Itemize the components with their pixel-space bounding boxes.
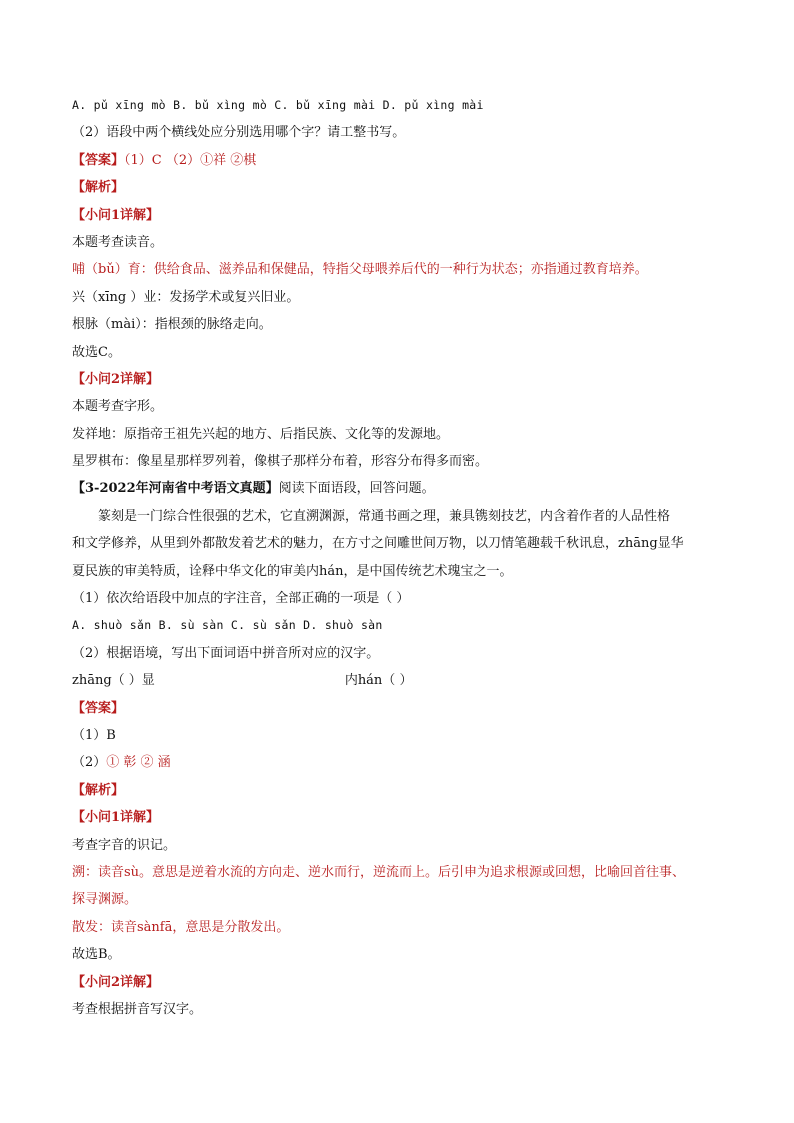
question-2: （2）根据语境，写出下面词语中拼音所对应的汉字。 bbox=[72, 645, 380, 661]
analysis-label: 【解析】 bbox=[72, 180, 125, 196]
analysis-text: 兴（xīng ）业：发扬学术或复兴旧业。 bbox=[72, 289, 300, 305]
analysis-text: 故选B。 bbox=[72, 947, 121, 963]
subquestion-2-label: 【小问2详解】 bbox=[72, 371, 160, 387]
question-source: 【3-2022年河南省中考语文真题】 bbox=[72, 481, 279, 497]
analysis-text: 考查根据拼音写汉字。 bbox=[72, 1001, 203, 1017]
blank-2: 内hán（ ） bbox=[344, 673, 413, 689]
subquestion-1-label: 【小问1详解】 bbox=[72, 207, 160, 223]
passage-line: 篆刻是一门综合性很强的艺术，它直溯渊源，常通书画之理，兼具镌刻技艺，内含着作者的人品性格 bbox=[98, 508, 671, 524]
answer-part-value: ① 彰 ② 涵 bbox=[106, 755, 171, 771]
question-prompt: 阅读下面语段，回答问题。 bbox=[278, 481, 435, 497]
answer-text bbox=[72, 749, 732, 776]
analysis-text: 本题考查读音。 bbox=[72, 234, 164, 250]
document-page bbox=[72, 92, 732, 1023]
blank-1: zhāng（ ）显 bbox=[72, 673, 155, 689]
answer-text: （1）C （2）①祥 ②棋 bbox=[124, 152, 257, 168]
answer-text: （1）B bbox=[72, 727, 116, 743]
options-line: A. pǔ xīng mò B. bǔ xìng mò C. bǔ xīng mài D. pǔ xìng mài bbox=[72, 98, 484, 112]
question-2: （2）语段中两个横线处应分别选用哪个字？请工整书写。 bbox=[72, 125, 406, 141]
answer-label: 【答案】 bbox=[72, 700, 125, 716]
answer-part-label: （2） bbox=[72, 755, 107, 771]
analysis-text: 哺（bǔ）育：供给食品、滋养品和保健品，特指父母喂养后代的一种行为状态；亦指通过教育培养。 bbox=[72, 262, 648, 278]
answer-line bbox=[72, 147, 732, 174]
analysis-text: 发祥地：原指帝王祖先兴起的地方、后指民族、文化等的发源地。 bbox=[72, 426, 450, 442]
analysis-text: 故选C。 bbox=[72, 344, 121, 360]
passage-line: 夏民族的审美特质，诠释中华文化的审美内hán，是中国传统艺术瑰宝之一。 bbox=[72, 563, 513, 579]
question-1: （1）依次给语段中加点的字注音，全部正确的一项是（ ） bbox=[72, 591, 410, 607]
analysis-text: 散发：读音sànfā，意思是分散发出。 bbox=[72, 919, 290, 935]
analysis-text: 根脉（mài）：指根颈的脉络走向。 bbox=[72, 317, 272, 333]
answer-label: 【答案】 bbox=[72, 152, 125, 168]
subquestion-1-label: 【小问1详解】 bbox=[72, 810, 160, 826]
analysis-text: 本题考查字形。 bbox=[72, 399, 164, 415]
subquestion-2-label: 【小问2详解】 bbox=[72, 974, 160, 990]
fill-blank-line bbox=[72, 667, 732, 694]
analysis-label: 【解析】 bbox=[72, 782, 125, 798]
question-header bbox=[72, 475, 732, 502]
analysis-text: 考查字音的识记。 bbox=[72, 837, 177, 853]
analysis-text: 溯：读音sù。意思是逆着水流的方向走、逆水而行，逆流而上。后引申为追求根源或回想，比喻回首往事、 bbox=[72, 864, 686, 880]
options-line: A. shuò sǎn B. sù sàn C. sù sǎn D. shuò sàn bbox=[72, 618, 383, 633]
analysis-text: 星罗棋布：像星星那样罗列着，像棋子那样分布着，形容分布得多而密。 bbox=[72, 454, 489, 470]
passage-line: 和文学修养，从里到外都散发着艺术的魅力，在方寸之间雕世间万物，以刀情笔趣载千秋讯息，zhāng显华 bbox=[72, 536, 684, 552]
analysis-text: 探寻渊源。 bbox=[72, 892, 138, 908]
